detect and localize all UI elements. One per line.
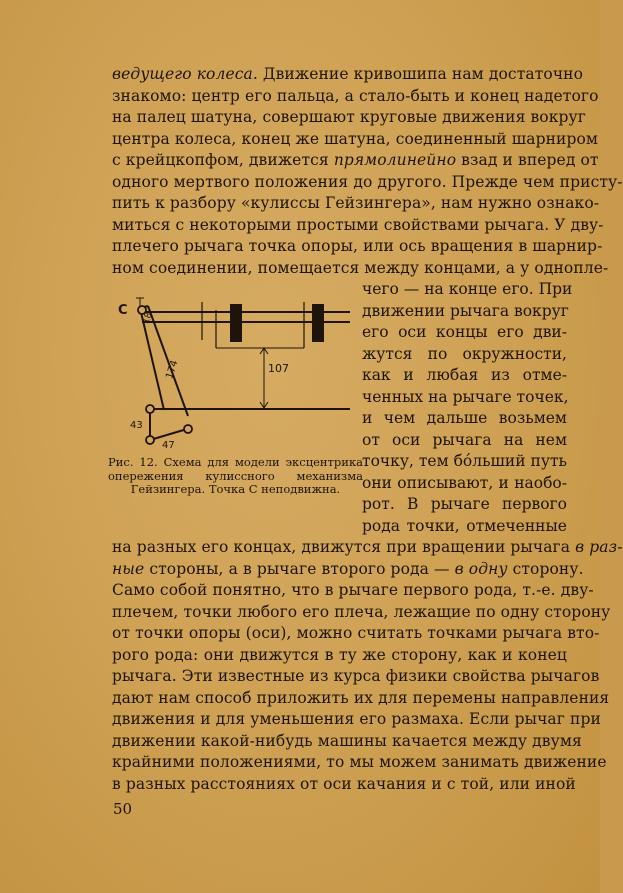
text-line: от точки опоры (оси), можно считать точками рычага вто- xyxy=(112,624,600,642)
text-line: чего — на конце его. При xyxy=(362,280,573,298)
italic-text: ные xyxy=(112,559,145,578)
joint xyxy=(184,425,192,433)
text-fragment: Движение кривошипа нам достаточно xyxy=(257,65,584,83)
text-line xyxy=(112,559,584,581)
text-line: ченных на рычаге точек, xyxy=(362,387,569,406)
text-fragment: сторону. xyxy=(507,559,584,578)
text-line: рот. В рычаге первого xyxy=(362,495,567,513)
text-line: движении рычага вокруг xyxy=(362,301,569,320)
joint xyxy=(146,436,154,444)
text-line: Само собой понятно, что в рычаге первого рода, т.-е. дву- xyxy=(112,581,594,599)
label-c: C xyxy=(118,303,128,318)
text-fragment: взад и вперед от xyxy=(456,151,599,169)
slider-block xyxy=(312,304,324,342)
top-paragraph xyxy=(112,64,623,279)
text-fragment: стороны, а в рычаге второго рода — xyxy=(144,559,455,578)
bottom-paragraph xyxy=(112,537,623,795)
italic-text: прямолинейно xyxy=(333,151,457,169)
text-line xyxy=(112,150,599,172)
label-18: 18 xyxy=(141,311,155,326)
text-line: движении какой-нибудь машины качается между двумя xyxy=(112,731,582,750)
page-number: 50 xyxy=(113,800,133,818)
text-line: и чем дальше возьмем xyxy=(362,409,567,427)
figure-caption: Рис. 12. Схема для модели эксцентрика опережения кулиссного механизма Гейзингера. Точка C неподвижна. xyxy=(108,455,363,496)
text-line: движения и для уменьшения его размаха. Если рычаг при xyxy=(112,710,601,728)
text-line: знакомо: центр его пальца, а стало-быть и конец надетого xyxy=(112,86,599,105)
label-47: 47 xyxy=(162,440,175,451)
italic-text: в одну xyxy=(454,559,508,578)
label-107: 107 xyxy=(268,362,289,375)
text-fragment: на разных его концах, движутся при вращении рычага xyxy=(112,538,576,556)
text-line: миться с некоторыми простыми свойствами рычага. У дву- xyxy=(112,215,604,234)
text-line: точку, тем бо́льший путь xyxy=(362,452,567,470)
wrap-paragraph xyxy=(362,279,573,537)
label-43: 43 xyxy=(130,420,143,431)
italic-text: в раз- xyxy=(575,538,623,556)
text-line: плечего рычага точка опоры, или ось вращения в шарнир- xyxy=(112,237,603,255)
text-line: в разных расстояниях от оси качания и с той, или иной xyxy=(112,774,576,793)
text-line: ном соединении, помещается между концами, а у одноплe- xyxy=(112,258,609,277)
text-fragment: с крейцкопфом, движется xyxy=(112,151,334,169)
text-line: его оси концы его дви- xyxy=(362,323,567,341)
text-line: как и любая из отме- xyxy=(362,366,567,384)
text-line: дают нам способ приложить их для перемены направления xyxy=(112,688,610,707)
italic-text: ведущего колеса. xyxy=(112,65,258,83)
text-line: жутся по окружности, xyxy=(362,344,567,363)
text-line: плечем, точки любого его плеча, лежащие по одну сторону xyxy=(112,602,611,621)
text-line: от оси рычага на нем xyxy=(362,430,567,449)
text-line: рода точки, отмеченные xyxy=(362,516,567,535)
text-line: рычага. Эти известные из курса физики свойства рычагов xyxy=(112,667,600,685)
text-line xyxy=(112,64,584,86)
label-174: 174 xyxy=(164,358,181,381)
text-line xyxy=(112,537,623,559)
text-line: рого рода: они движутся в ту же сторону, как и конец xyxy=(112,645,567,664)
slider-block xyxy=(230,304,242,342)
joint xyxy=(146,405,154,413)
text-line: крайними положениями, то мы можем занимать движение xyxy=(112,753,607,771)
text-line: они описывают, и наобо- xyxy=(362,473,567,492)
text-line: пить к разбору «кулиссы Гейзингера», нам нужно ознако- xyxy=(112,194,600,212)
text-line: одного мертвого положения до другого. Прежде чем присту- xyxy=(112,172,623,191)
figure-12-diagram xyxy=(112,292,357,452)
mechanism-schematic xyxy=(112,292,357,452)
text-line: центра колеса, конец же шатуна, соединенный шарниром xyxy=(112,129,599,148)
text-line: на палец шатуна, совершают круговые движения вокруг xyxy=(112,108,586,126)
